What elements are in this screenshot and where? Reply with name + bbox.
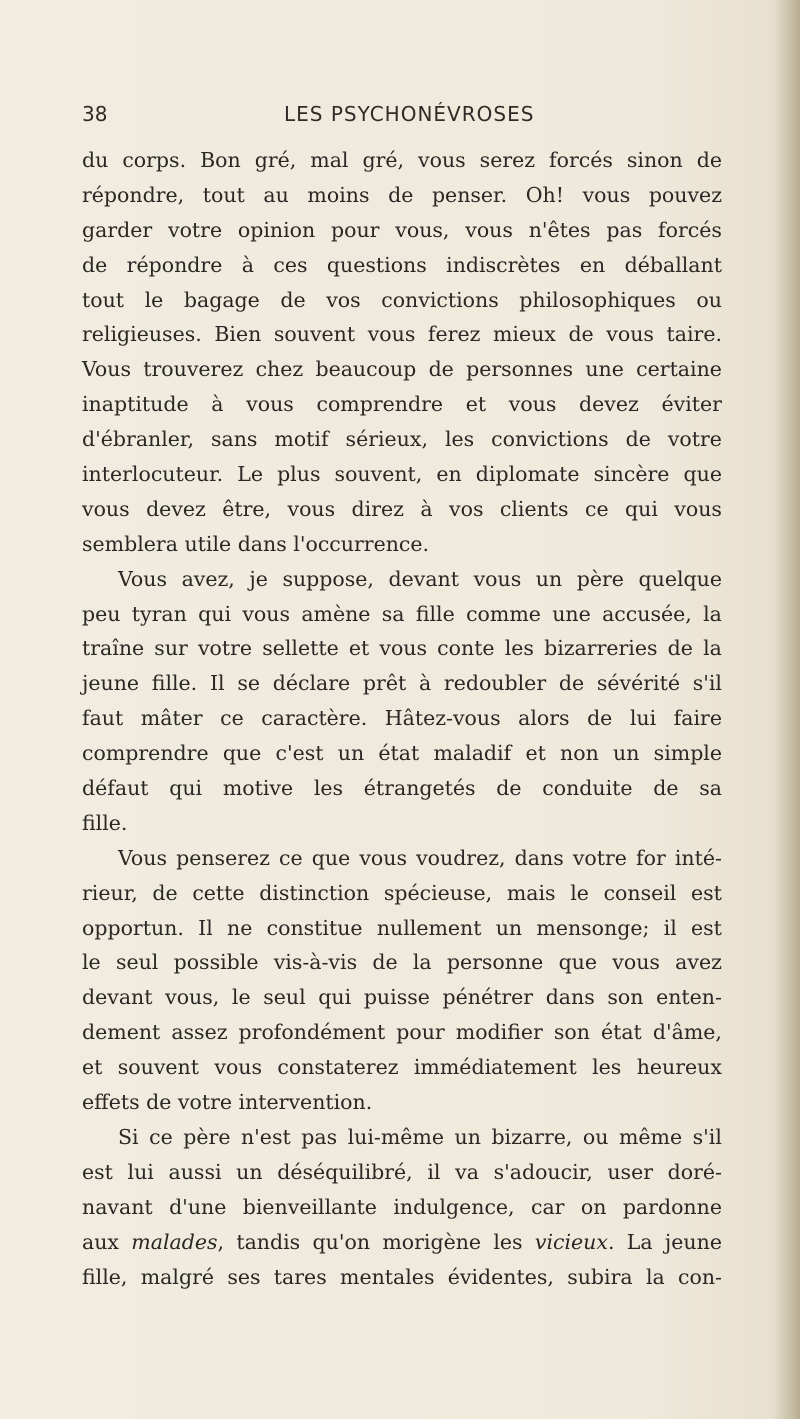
text-line: fille, malgré ses tares mentales évidentes, subira la con- [82, 1264, 722, 1289]
text-line: défaut qui motive les étrangetés de conduite de sa [82, 776, 722, 801]
text-line: devant vous, le seul qui puisse pénétrer dans son enten- [82, 985, 722, 1010]
text-line: jeune fille. Il se déclare prêt à redoubler de sévérité s'il [82, 671, 722, 696]
text-line: traîne sur votre sellette et vous conte les bizarreries de la [82, 636, 722, 661]
text-line: religieuses. Bien souvent vous ferez mieux de vous taire. [82, 322, 722, 347]
emphasized-word: vicieux [534, 1229, 608, 1254]
text-line: interlocuteur. Le plus souvent, en diplomate sincère que [82, 462, 722, 487]
text-line: le seul possible vis-à-vis de la personne que vous avez [82, 950, 722, 975]
text-line: dement assez profondément pour modifier son état d'âme, [82, 1020, 722, 1045]
page-header [82, 102, 722, 132]
text-line: Si ce père n'est pas lui-même un bizarre, ou même s'il [118, 1124, 722, 1149]
text-line: comprendre que c'est un état maladif et non un simple [82, 741, 722, 766]
emphasized-word: malades [131, 1229, 218, 1254]
running-head: LES PSYCHONÉVROSES [284, 102, 535, 126]
text-line: Vous trouverez chez beaucoup de personnes une certaine [82, 357, 722, 382]
text-line: répondre, tout au moins de penser. Oh! vous pouvez [82, 182, 722, 207]
text-line: opportun. Il ne constitue nullement un mensonge; il est [82, 915, 722, 940]
text-line: d'ébranler, sans motif sérieux, les convictions de votre [82, 427, 722, 452]
text-line: aux malades, tandis qu'on morigène les vicieux. La jeune [82, 1229, 722, 1254]
text-line: semblera utile dans l'occurrence. [82, 531, 430, 556]
text-line: Vous penserez ce que vous voudrez, dans votre for inté- [118, 845, 722, 870]
text-line: navant d'une bienveillante indulgence, car on pardonne [82, 1194, 722, 1219]
text-line: peu tyran qui vous amène sa fille comme une accusée, la [82, 601, 722, 626]
text-line: rieur, de cette distinction spécieuse, mais le conseil est [82, 880, 722, 905]
page-number: 38 [82, 102, 108, 126]
text-line: faut mâter ce caractère. Hâtez-vous alors de lui faire [82, 706, 722, 731]
text-line: inaptitude à vous comprendre et vous devez éviter [82, 392, 722, 417]
text-line: Vous avez, je suppose, devant vous un père quelque [118, 566, 722, 591]
text-line: effets de votre intervention. [82, 1090, 373, 1115]
text-line: vous devez être, vous direz à vos clients ce qui vous [82, 496, 722, 521]
text-line: tout le bagage de vos convictions philosophiques ou [82, 287, 722, 312]
text-line: fille. [82, 810, 128, 835]
text-line: et souvent vous constaterez immédiatement les heureux [82, 1055, 722, 1080]
text-line: garder votre opinion pour vous, vous n'êtes pas forcés [82, 217, 722, 242]
text-line: est lui aussi un déséquilibré, il va s'adoucir, user doré- [82, 1159, 722, 1184]
text-line: du corps. Bon gré, mal gré, vous serez forcés sinon de [82, 148, 722, 172]
body-text [82, 143, 722, 1294]
page-edge-shadow [774, 0, 800, 1419]
text-line: de répondre à ces questions indiscrètes en déballant [82, 252, 722, 277]
